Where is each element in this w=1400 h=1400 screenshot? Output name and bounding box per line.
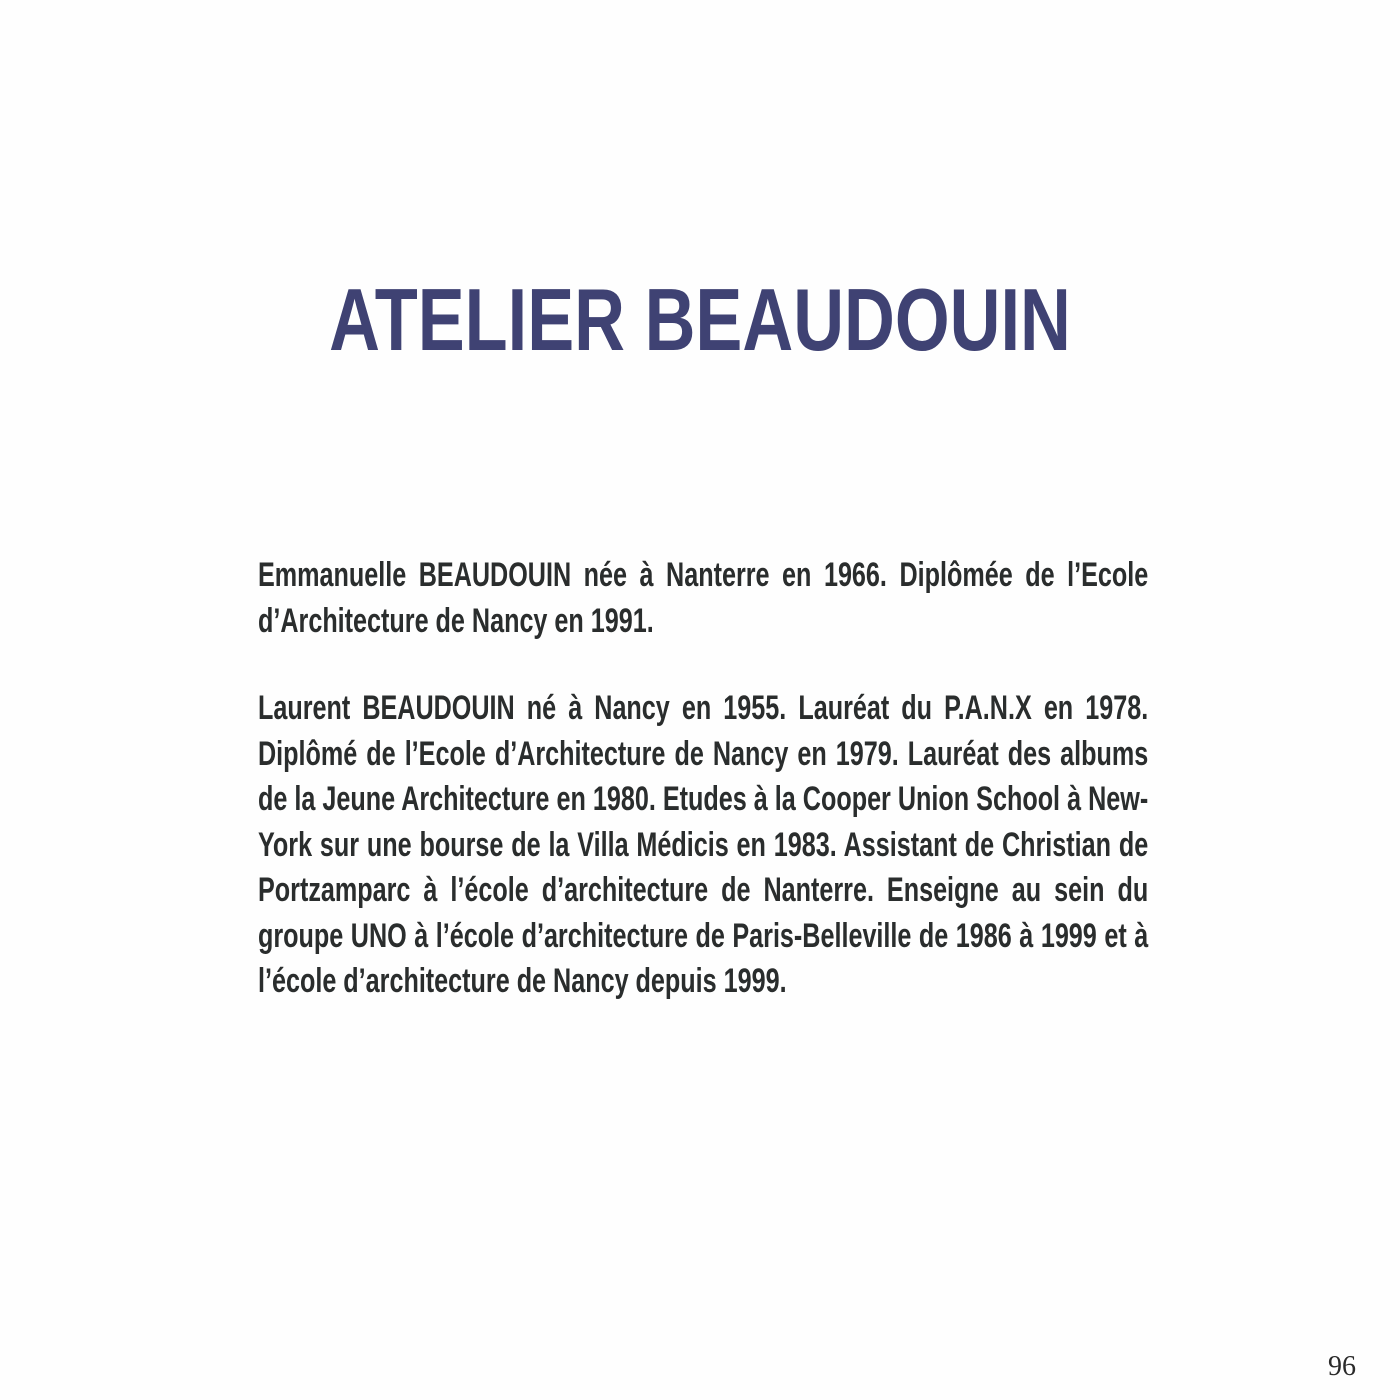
bio-paragraph-text: Emmanuelle BEAUDOUIN née à Nanterre en 1966. Diplômée de l’Ecole d’Architecture de Nancy en 1991. (258, 556, 1149, 640)
page-number: 96 (1328, 1351, 1356, 1382)
bio-paragraph-text: Laurent BEAUDOUIN né à Nancy en 1955. Lauréat du P.A.N.X en 1978. Diplômé de l’Ecole d’Architecture de Nancy en 1979. Lauréat des albums de la Jeune Architecture en 1980. Etudes à la Cooper Union School à New-York sur une bourse de la Villa Médicis en 1983. Assistant de Christian de Portzamparc à l’école d’architecture de Nanterre. Enseigne au sein du groupe UNO à l’école d’architecture de Paris-Belleville de 1986 à 1999 et à l’école d’architecture de Nancy depuis 1999. (258, 689, 1149, 1000)
bio-paragraph-laurent (258, 686, 1148, 1005)
bio-paragraph-emmanuelle (258, 553, 1148, 644)
page-title: ATELIER BEAUDOUIN (329, 270, 1071, 369)
